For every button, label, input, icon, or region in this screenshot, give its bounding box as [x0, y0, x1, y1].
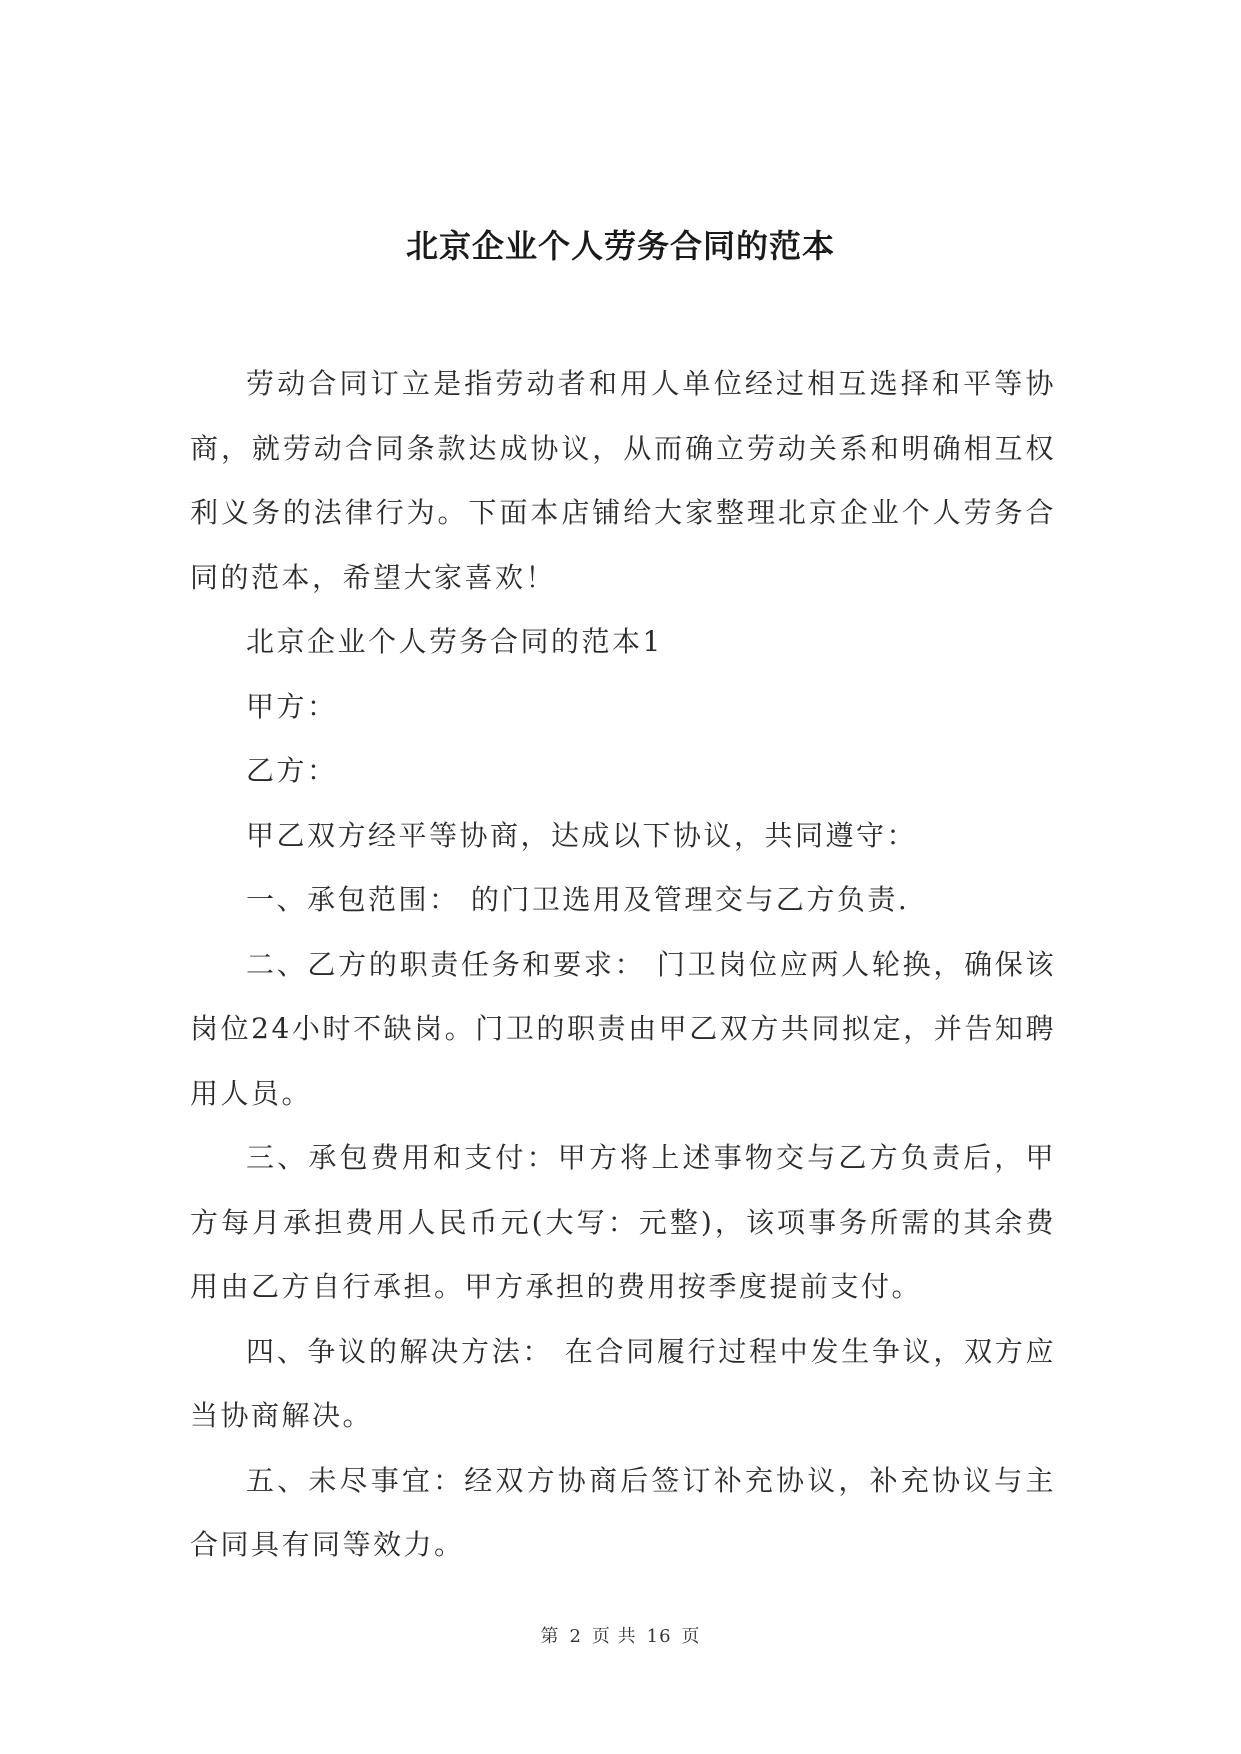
clause-1: 一、承包范围： 的门卫选用及管理交与乙方负责.	[246, 883, 910, 916]
clause-4: 四、争议的解决方法： 在合同履行过程中发生争议，双方应当协商解决。	[190, 1334, 1056, 1432]
clause-5: 五、未尽事宜：经双方协商后签订补充协议，补充协议与主合同具有同等效力。	[190, 1463, 1056, 1561]
current-page-number: 2	[569, 1626, 582, 1647]
document-body	[190, 352, 1056, 1578]
footer-middle: 页 共	[591, 1626, 637, 1647]
agreement-intro: 甲乙双方经平等协商，达成以下协议，共同遵守：	[246, 818, 918, 852]
party-b-line: 乙方：	[246, 754, 338, 787]
footer-suffix: 页	[681, 1626, 701, 1647]
total-pages-number: 16	[646, 1626, 672, 1647]
document-title: 北京企业个人劳务合同的范本	[405, 227, 835, 265]
section-heading: 北京企业个人劳务合同的范本1	[246, 625, 663, 658]
clause-3: 三、承包费用和支付：甲方将上述事物交与乙方负责后，甲方每月承担费用人民币元(大写：元整)，该项事务所需的其余费用由乙方自行承担。甲方承担的费用按季度提前支付。	[190, 1141, 1056, 1303]
page-footer	[0, 1622, 1241, 1648]
intro-paragraph: 劳动合同订立是指劳动者和用人单位经过相互选择和平等协商，就劳动合同条款达成协议，从而确立劳动关系和明确相互权利义务的法律行为。下面本店铺给大家整理北京企业个人劳务合同的范本，希望大家喜欢！	[190, 367, 1056, 594]
party-a-line: 甲方：	[246, 689, 338, 723]
clause-2: 二、乙方的职责任务和要求： 门卫岗位应两人轮换，确保该岗位24小时不缺岗。门卫的职责由甲乙双方共同拟定，并告知聘用人员。	[190, 947, 1056, 1110]
footer-prefix: 第	[540, 1626, 560, 1647]
